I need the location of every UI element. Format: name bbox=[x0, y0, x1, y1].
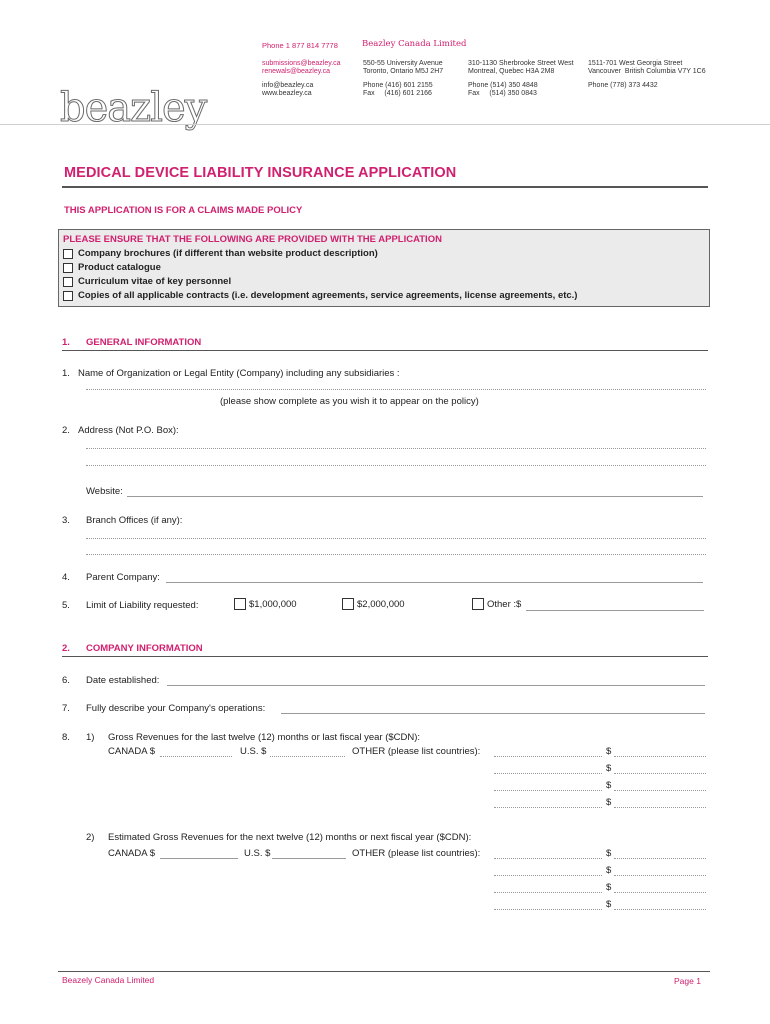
section1-number: 1. bbox=[62, 337, 70, 348]
q8-sub1-label: Gross Revenues for the last twelve (12) months or last fiscal year ($CDN): bbox=[108, 732, 421, 743]
checklist-item-cv[interactable]: Curriculum vitae of key personnel bbox=[63, 276, 231, 287]
q3-label: Branch Offices (if any): bbox=[86, 515, 183, 526]
website-field[interactable] bbox=[127, 496, 703, 497]
q2-number: 2. bbox=[62, 425, 70, 436]
section1-title: GENERAL INFORMATION bbox=[86, 337, 202, 348]
header-website[interactable]: www.beazley.ca bbox=[262, 90, 312, 97]
revenue-next-dollar-1: $ bbox=[606, 848, 612, 859]
revenue-past-amount-field-4[interactable] bbox=[614, 807, 706, 808]
revenue-past-dollar-3: $ bbox=[606, 780, 612, 791]
office-vancouver-line2: Vancouver British Columbia V7Y 1C6 bbox=[588, 68, 706, 75]
revenue-past-country-field-3[interactable] bbox=[494, 790, 602, 791]
q7-number: 7. bbox=[62, 703, 70, 714]
header-divider bbox=[0, 124, 770, 125]
q1-number: 1. bbox=[62, 368, 70, 379]
footer-page-number: Page 1 bbox=[674, 976, 701, 986]
section2-divider bbox=[62, 656, 708, 657]
operations-field[interactable] bbox=[281, 713, 705, 714]
revenue-next-country-field-1[interactable] bbox=[494, 858, 602, 859]
office-montreal-line1: 310-1130 Sherbrooke Street West bbox=[468, 60, 574, 67]
checkbox[interactable] bbox=[234, 598, 246, 610]
office-montreal-fax: Fax (514) 350 0843 bbox=[468, 90, 537, 97]
revenue-past-dollar-1: $ bbox=[606, 746, 612, 757]
q7-label: Fully describe your Company's operations: bbox=[86, 703, 266, 714]
revenue-past-amount-field-2[interactable] bbox=[614, 773, 706, 774]
date-established-field[interactable] bbox=[167, 685, 705, 686]
revenue-next-canada-label: CANADA $ bbox=[108, 848, 155, 859]
section1-divider bbox=[62, 350, 708, 351]
office-toronto-fax: Fax (416) 601 2166 bbox=[363, 90, 432, 97]
revenue-next-other-label: OTHER (please list countries): bbox=[352, 848, 481, 859]
limit-other-field[interactable] bbox=[526, 610, 704, 611]
address-field-line2[interactable] bbox=[86, 465, 706, 466]
q1-field[interactable] bbox=[86, 389, 706, 390]
revenue-past-other-label: OTHER (please list countries): bbox=[352, 746, 481, 757]
q4-number: 4. bbox=[62, 572, 70, 583]
parent-company-field[interactable] bbox=[166, 582, 703, 583]
revenue-next-dollar-4: $ bbox=[606, 899, 612, 910]
q1-note: (please show complete as you wish it to appear on the policy) bbox=[220, 396, 479, 407]
checkbox[interactable] bbox=[342, 598, 354, 610]
revenue-past-canada-label: CANADA $ bbox=[108, 746, 155, 757]
q4-label: Parent Company: bbox=[86, 572, 160, 583]
office-toronto-line1: 550-55 University Avenue bbox=[363, 60, 443, 67]
revenue-past-canada-field[interactable] bbox=[160, 756, 232, 757]
q8-sub2-label: Estimated Gross Revenues for the next twelve (12) months or next fiscal year ($CDN): bbox=[108, 832, 472, 843]
revenue-past-amount-field-1[interactable] bbox=[614, 756, 706, 757]
header-company: Beazley Canada Limited bbox=[362, 39, 467, 49]
office-toronto-line2: Toronto, Ontario M5J 2H7 bbox=[363, 68, 444, 75]
q3-number: 3. bbox=[62, 515, 70, 526]
address-field-line1[interactable] bbox=[86, 448, 706, 449]
revenue-past-us-field[interactable] bbox=[270, 756, 345, 757]
header-phone: Phone 1 877 814 7778 bbox=[262, 41, 338, 50]
office-vancouver-line1: 1511-701 West Georgia Street bbox=[588, 60, 683, 67]
required-documents-heading: PLEASE ENSURE THAT THE FOLLOWING ARE PROVIDED WITH THE APPLICATION bbox=[63, 234, 442, 245]
header-email-info[interactable]: info@beazley.ca bbox=[262, 82, 314, 89]
page-title: MEDICAL DEVICE LIABILITY INSURANCE APPLICATION bbox=[64, 165, 457, 181]
branch-field-line1[interactable] bbox=[86, 538, 706, 539]
revenue-next-amount-field-3[interactable] bbox=[614, 892, 706, 893]
beazley-logo: beazley bbox=[60, 85, 207, 131]
checklist-item-catalogue[interactable]: Product catalogue bbox=[63, 262, 161, 273]
revenue-next-amount-field-4[interactable] bbox=[614, 909, 706, 910]
q1-label: Name of Organization or Legal Entity (Company) including any subsidiaries : bbox=[78, 368, 400, 379]
revenue-next-us-field[interactable] bbox=[272, 858, 346, 859]
revenue-next-country-field-4[interactable] bbox=[494, 909, 602, 910]
header-email-submissions[interactable]: submissions@beazley.ca bbox=[262, 60, 341, 67]
revenue-next-dollar-2: $ bbox=[606, 865, 612, 876]
footer-company: Beazely Canada Limited bbox=[62, 975, 155, 985]
revenue-past-us-label: U.S. $ bbox=[240, 746, 267, 757]
revenue-next-amount-field-2[interactable] bbox=[614, 875, 706, 876]
checkbox[interactable] bbox=[63, 249, 73, 259]
checklist-item-brochures[interactable]: Company brochures (if different than website product description) bbox=[63, 248, 378, 259]
office-toronto-phone: Phone (416) 601 2155 bbox=[363, 82, 433, 89]
q2-label: Address (Not P.O. Box): bbox=[78, 425, 179, 436]
revenue-next-amount-field-1[interactable] bbox=[614, 858, 706, 859]
q8-sub2-number: 2) bbox=[86, 832, 95, 843]
q5-label: Limit of Liability requested: bbox=[86, 600, 199, 611]
revenue-past-country-field-2[interactable] bbox=[494, 773, 602, 774]
office-montreal-line2: Montreal, Quebec H3A 2M8 bbox=[468, 68, 555, 75]
office-montreal-phone: Phone (514) 350 4848 bbox=[468, 82, 538, 89]
revenue-past-country-field-4[interactable] bbox=[494, 807, 602, 808]
revenue-next-canada-field[interactable] bbox=[160, 858, 238, 859]
website-label: Website: bbox=[86, 486, 123, 497]
checklist-item-contracts[interactable]: Copies of all applicable contracts (i.e. development agreements, service agreements, license agreements, etc.) bbox=[63, 290, 577, 301]
title-divider bbox=[62, 186, 708, 188]
revenue-next-country-field-3[interactable] bbox=[494, 892, 602, 893]
section2-number: 2. bbox=[62, 643, 70, 654]
required-documents-box bbox=[58, 229, 710, 307]
checkbox[interactable] bbox=[472, 598, 484, 610]
branch-field-line2[interactable] bbox=[86, 554, 706, 555]
revenue-past-amount-field-3[interactable] bbox=[614, 790, 706, 791]
revenue-next-country-field-2[interactable] bbox=[494, 875, 602, 876]
revenue-past-dollar-4: $ bbox=[606, 797, 612, 808]
revenue-next-dollar-3: $ bbox=[606, 882, 612, 893]
checkbox[interactable] bbox=[63, 277, 73, 287]
limit-option-other[interactable]: Other :$ bbox=[472, 598, 521, 610]
revenue-past-dollar-2: $ bbox=[606, 763, 612, 774]
revenue-next-us-label: U.S. $ bbox=[244, 848, 271, 859]
limit-option-2m[interactable]: $2,000,000 bbox=[342, 598, 405, 610]
checkbox[interactable] bbox=[63, 263, 73, 273]
section2-title: COMPANY INFORMATION bbox=[86, 643, 203, 654]
header-email-renewals[interactable]: renewals@beazley.ca bbox=[262, 68, 331, 75]
footer-divider bbox=[58, 971, 710, 972]
page-subtitle: THIS APPLICATION IS FOR A CLAIMS MADE POLICY bbox=[64, 205, 303, 216]
revenue-past-country-field-1[interactable] bbox=[494, 756, 602, 757]
q5-number: 5. bbox=[62, 600, 70, 611]
limit-option-1m[interactable]: $1,000,000 bbox=[234, 598, 297, 610]
q8-sub1-number: 1) bbox=[86, 732, 95, 743]
q6-label: Date established: bbox=[86, 675, 160, 686]
office-vancouver-phone: Phone (778) 373 4432 bbox=[588, 82, 658, 89]
q6-number: 6. bbox=[62, 675, 70, 686]
checkbox[interactable] bbox=[63, 291, 73, 301]
q8-number: 8. bbox=[62, 732, 70, 743]
